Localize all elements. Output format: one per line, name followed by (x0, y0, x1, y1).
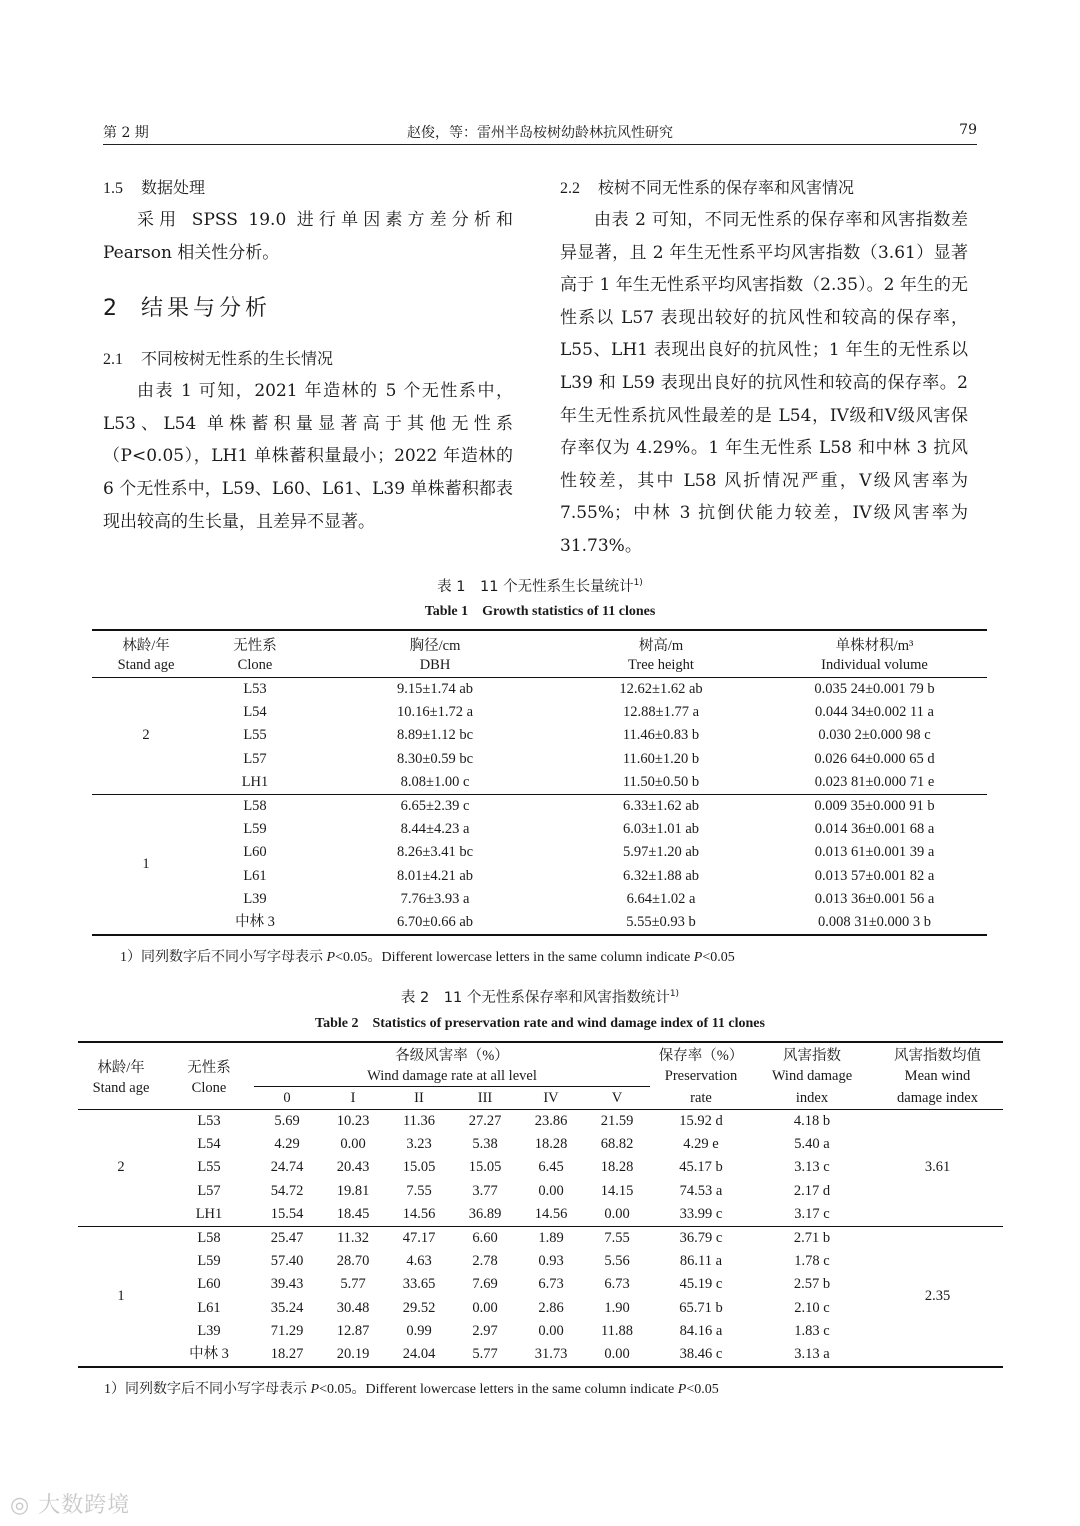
t2-cell: 23.86 (534, 1113, 568, 1130)
t2-cell: 2.97 (472, 1322, 498, 1339)
t1-cell: L39 (243, 890, 267, 907)
t2-cell: 7.69 (472, 1276, 498, 1293)
t1-cell: 0.035 24±0.001 79 b (814, 681, 935, 698)
t1-cell: 5.97±1.20 ab (622, 844, 700, 861)
t2-cell: 中林 3 (164, 1343, 254, 1367)
t1-cell: L59 (243, 821, 267, 838)
t2-cell: 18.45 (320, 1203, 386, 1227)
t2-head-wdi-en1: Wind damage (771, 1068, 853, 1085)
t2-cell: 31.73 (518, 1343, 584, 1367)
t2-head-mean-en2: damage index (872, 1087, 1003, 1110)
t2-cell: 36.89 (452, 1203, 518, 1227)
t1-cell: 0.013 61±0.001 39 a (814, 844, 935, 861)
t1-cell: 8.89±1.12 bc (396, 727, 474, 744)
t2-level-0: 0 (254, 1087, 320, 1110)
t2-cell: 14.56 (518, 1203, 584, 1227)
t1-body (92, 678, 987, 936)
t2-cell: 0.00 (538, 1322, 564, 1339)
t1-cell: 0.008 31±0.000 3 b (762, 911, 987, 935)
t2-head-pres-en2: rate (650, 1087, 752, 1110)
t2-cell: 2.17 d (793, 1182, 831, 1199)
t2-cell: 7.55 (604, 1230, 630, 1247)
t2-cell: 33.65 (402, 1276, 436, 1293)
t1-cell: 8.08±1.00 c (310, 771, 560, 795)
t1-cell: L54 (243, 704, 267, 721)
t2-cell: 12.87 (336, 1322, 370, 1339)
t1-cell: 11.60±1.20 b (622, 750, 700, 767)
t1-cell: 0.013 36±0.001 56 a (814, 890, 935, 907)
t2-level-3: III (452, 1087, 518, 1110)
table-row (92, 911, 987, 935)
t2-head-pres-zh: 保存率（%） (650, 1042, 752, 1066)
t2-cell: 0.00 (584, 1343, 650, 1367)
t2-cell: 5.40 a (794, 1136, 830, 1153)
table-row (78, 1110, 1003, 1134)
t1-cell: 6.03±1.01 ab (622, 821, 700, 838)
t2-cell: L59 (197, 1253, 221, 1270)
t2-cell: 2.71 b (793, 1230, 831, 1247)
t2-head-wdi-zh: 风害指数 (752, 1042, 872, 1066)
t2-cell: 18.27 (254, 1343, 320, 1367)
left-column (103, 172, 513, 538)
t1-cell: 12.88±1.77 a (622, 704, 700, 721)
t2-cell: 71.29 (270, 1322, 304, 1339)
t1-cell: 12.62±1.62 ab (619, 681, 703, 698)
t2-age-cell: 2 (78, 1110, 164, 1227)
t2-level-1: I (320, 1087, 386, 1110)
table-row (78, 1343, 1003, 1367)
t1-cell: 11.50±0.50 b (560, 771, 762, 795)
t1-cell: 8.26±3.41 bc (396, 844, 474, 861)
t2-cell: 4.29 e (683, 1136, 719, 1153)
t2-head-mean-zh: 风害指数均值 (872, 1042, 1003, 1066)
t2-head-age: 林龄/年 Stand age (78, 1042, 164, 1110)
t2-mean-cell: 3.61 (872, 1110, 1003, 1227)
table2 (78, 1041, 1003, 1368)
t1-cell: 6.33±1.62 ab (622, 798, 700, 815)
t1-head-dbh: 胸径/cm DBH (310, 630, 560, 678)
table-row (92, 748, 987, 771)
t2-cell: 3.77 (472, 1182, 498, 1199)
t1-cell: 8.01±4.21 ab (396, 867, 474, 884)
table-row (92, 701, 987, 724)
t2-cell: 18.28 (534, 1136, 568, 1153)
table-row (78, 1226, 1003, 1250)
t1-cell: 6.64±1.02 a (626, 890, 696, 907)
t2-cell: 15.92 d (679, 1113, 723, 1130)
t2-head-wdi-en2: index (752, 1087, 872, 1110)
t1-cell: LH1 (200, 771, 310, 795)
t1-cell: L55 (243, 727, 267, 744)
t2-cell: 86.11 a (679, 1253, 723, 1270)
t1-cell: 0.026 64±0.000 65 d (814, 750, 935, 767)
t2-mean-cell: 2.35 (872, 1226, 1003, 1367)
t2-cell: L55 (197, 1159, 221, 1176)
t1-cell: 7.76±3.93 a (400, 890, 470, 907)
t2-cell: 21.59 (600, 1113, 634, 1130)
t2-cell: 1.90 (604, 1299, 630, 1316)
t2-cell: 38.46 c (650, 1343, 752, 1367)
table2-caption-zh: 表 2 11 个无性系保存率和风害指数统计$^{1)}$ (400, 989, 680, 1006)
t2-cell: 6.45 (538, 1159, 564, 1176)
t1-cell: 9.15±1.74 ab (396, 681, 474, 698)
t2-cell: 28.70 (336, 1253, 370, 1270)
watermark-logo-icon: ◎ (10, 1493, 31, 1518)
t1-head-age: 林龄/年 Stand age (92, 630, 200, 678)
t2-cell: 6.73 (538, 1276, 564, 1293)
t2-cell: L54 (197, 1136, 221, 1153)
page-number: 79 (959, 122, 977, 138)
table-row (92, 818, 987, 841)
t2-cell: 5.77 (452, 1343, 518, 1367)
t2-cell: 45.17 b (679, 1159, 723, 1176)
t1-cell: 11.46±0.83 b (622, 727, 700, 744)
table-row (78, 1180, 1003, 1203)
t2-cell: 54.72 (270, 1182, 304, 1199)
t2-cell: 11.88 (600, 1322, 634, 1339)
t2-cell: L39 (197, 1322, 221, 1339)
section-1-5-heading: 1.5 数据处理 (103, 178, 206, 197)
t2-cell: 1.78 c (794, 1253, 830, 1270)
table-row (92, 794, 987, 818)
table-row (78, 1273, 1003, 1296)
table-row (92, 888, 987, 911)
t2-cell: 5.69 (274, 1113, 300, 1130)
t2-cell: 1.83 c (794, 1322, 830, 1339)
t2-level-2: II (386, 1087, 452, 1110)
section-2-2-text: 由表 2 可知，不同无性系的保存率和风害指数差异显著，且 2 年生无性系平均风害指数（3.61）显著高于 1 年生无性系平均风害指数（2.35）。2 年生的无性系以 L57 表现出较好的抗风性和较高的保存率，L55、LH1 表现出良好的抗风性；1 年生的无性系以 L39 和 L59 表现出良好的抗风性和较高的保存率。2 年生无性系抗风性最差的是 L54，IV级和V级风害保存率仅为 4.29%。1 年生无性系 L58 和中林 3 抗风性较差，其中 L58 风折情况严重，V级风害率为 7.55%；中林 3 抗倒伏能力较差，IV级风害率为 31.73%。 (560, 210, 968, 556)
t2-cell: 18.28 (600, 1159, 634, 1176)
table1-caption-zh: 表 1 11 个无性系生长量统计$^{1)}$ (437, 578, 643, 595)
t2-cell: 84.16 a (679, 1322, 723, 1339)
t2-cell: 2.10 c (794, 1299, 830, 1316)
table-row (92, 771, 987, 795)
t1-cell: L61 (243, 867, 267, 884)
table-row (78, 1133, 1003, 1156)
t2-cell: 2.57 b (793, 1276, 831, 1293)
t1-cell: 0.009 35±0.000 91 b (814, 798, 935, 815)
t1-cell: 0.030 2±0.000 98 c (818, 727, 931, 744)
t2-cell: 68.82 (600, 1136, 634, 1153)
t1-age-cell: 2 (92, 678, 200, 795)
t2-cell: 15.54 (254, 1203, 320, 1227)
table2-caption-en: Table 2 Statistics of preservation rate and wind damage index of 11 clones (315, 1016, 765, 1031)
t2-cell: 47.17 (402, 1230, 436, 1247)
table-row (78, 1203, 1003, 1227)
t2-cell: L53 (197, 1113, 221, 1130)
t2-cell: 27.27 (468, 1113, 502, 1130)
table1-caption-en: Table 1 Growth statistics of 11 clones (424, 604, 656, 619)
t2-cell: 5.38 (472, 1136, 498, 1153)
t1-cell: 中林 3 (200, 911, 310, 935)
right-column (560, 172, 968, 563)
t1-cell: 0.014 36±0.001 68 a (814, 821, 935, 838)
t2-cell: LH1 (164, 1203, 254, 1227)
t2-head-rate-zh: 各级风害率（%） (254, 1042, 650, 1066)
section-2-1-text: 由表 1 可知，2021 年造林的 5 个无性系中，L53、L54 单株蓄积量显著高于其他无性系（P<0.05），LH1 单株蓄积量最小；2022 年造林的 6 个无性系中，L59、L60、L61、L39 单株蓄积都表现出较高的生长量，且差异不显著。 (103, 381, 513, 532)
t2-cell: 1.89 (538, 1230, 564, 1247)
t1-cell: 6.65±2.39 c (400, 798, 470, 815)
t2-cell: 3.23 (406, 1136, 432, 1153)
t2-cell: 29.52 (402, 1299, 436, 1316)
section-2-2-heading: 2.2 桉树不同无性系的保存率和风害情况 (560, 178, 855, 197)
t2-cell: 3.13 a (752, 1343, 872, 1367)
t1-cell: L60 (243, 844, 267, 861)
t2-cell: 24.04 (386, 1343, 452, 1367)
t1-cell: 0.013 57±0.001 82 a (814, 867, 935, 884)
t2-cell: 24.74 (270, 1159, 304, 1176)
table-row (78, 1250, 1003, 1273)
t2-cell: 6.73 (604, 1276, 630, 1293)
t2-body (78, 1110, 1003, 1368)
t2-cell: 2.78 (472, 1253, 498, 1270)
t2-cell: 0.00 (472, 1299, 498, 1316)
t2-cell: 6.60 (472, 1230, 498, 1247)
t2-cell: 74.53 a (679, 1182, 723, 1199)
t2-cell: 15.05 (402, 1159, 436, 1176)
t1-cell: 6.70±0.66 ab (310, 911, 560, 935)
t2-cell: 14.56 (386, 1203, 452, 1227)
t2-cell: 4.63 (406, 1253, 432, 1270)
t2-cell: 20.43 (336, 1159, 370, 1176)
t2-cell: 57.40 (270, 1253, 304, 1270)
t1-cell: L53 (243, 681, 267, 698)
t2-cell: L60 (197, 1276, 221, 1293)
t2-cell: 5.77 (340, 1276, 366, 1293)
table1 (92, 629, 987, 936)
table-row (92, 841, 987, 864)
t2-cell: 3.17 c (752, 1203, 872, 1227)
t2-cell: L58 (197, 1230, 221, 1247)
t2-cell: L61 (197, 1299, 221, 1316)
t2-cell: 4.29 (274, 1136, 300, 1153)
issue-number: 第 2 期 (103, 125, 149, 141)
t1-cell: 0.023 81±0.000 71 e (762, 771, 987, 795)
t1-head-volume: 单株材积/m³ Individual volume (762, 630, 987, 678)
t2-cell: 11.36 (402, 1113, 436, 1130)
t2-cell: 25.47 (270, 1230, 304, 1247)
table-row (92, 724, 987, 747)
t1-cell: 6.32±1.88 ab (622, 867, 700, 884)
t2-head-pres-en1: Preservation (664, 1068, 738, 1085)
t2-age-cell: 1 (78, 1226, 164, 1367)
t1-cell: 10.16±1.72 a (396, 704, 474, 721)
t1-cell: 8.30±0.59 bc (396, 750, 474, 767)
t2-cell: 10.23 (336, 1113, 370, 1130)
t1-head-height: 树高/m Tree height (560, 630, 762, 678)
t2-head-rate-en: Wind damage rate at all level (254, 1066, 650, 1087)
t2-cell: 19.81 (336, 1182, 370, 1199)
t2-cell: 35.24 (270, 1299, 304, 1316)
t2-cell: 7.55 (406, 1182, 432, 1199)
t2-cell: 0.00 (340, 1136, 366, 1153)
t2-cell: 0.00 (584, 1203, 650, 1227)
t2-cell: 14.15 (600, 1182, 634, 1199)
watermark: ◎ 大数跨境 (10, 1493, 131, 1518)
t1-age-cell: 1 (92, 794, 200, 935)
table-row (92, 678, 987, 702)
table-row (92, 865, 987, 888)
t2-cell: 11.32 (336, 1230, 370, 1247)
table-row (78, 1297, 1003, 1320)
t1-cell: 5.55±0.93 b (560, 911, 762, 935)
t2-cell: 36.79 c (679, 1230, 723, 1247)
t2-cell: 30.48 (336, 1299, 370, 1316)
t2-cell: 20.19 (320, 1343, 386, 1367)
t2-cell: 0.99 (406, 1322, 432, 1339)
t2-cell: 0.93 (538, 1253, 564, 1270)
running-title: 赵俊，等：雷州半岛桉树幼龄林抗风性研究 (407, 125, 673, 141)
t2-cell: 2.86 (538, 1299, 564, 1316)
t2-cell: 5.56 (604, 1253, 630, 1270)
t1-cell: L57 (243, 750, 267, 767)
t1-cell: 8.44±4.23 a (400, 821, 470, 838)
t1-cell: 0.044 34±0.002 11 a (815, 704, 934, 721)
t2-cell: 3.13 c (794, 1159, 830, 1176)
t2-cell: 0.00 (538, 1182, 564, 1199)
table1-footnote: 1）同列数字后不同小写字母表示 P<0.05。Different lowercase letters in the same column indicate P<0.05 (120, 950, 735, 965)
t1-cell: L58 (243, 798, 267, 815)
t2-head-mean-en1: Mean wind (904, 1068, 971, 1085)
t2-cell: 65.71 b (679, 1299, 723, 1316)
t2-level-4: IV (518, 1087, 584, 1110)
t2-cell: 45.19 c (679, 1276, 723, 1293)
t2-cell: 15.05 (468, 1159, 502, 1176)
t2-cell: L57 (197, 1182, 221, 1199)
table-row (78, 1320, 1003, 1343)
section-2-heading: 2 结果与分析 (103, 296, 272, 322)
t2-head-clone: 无性系 Clone (164, 1042, 254, 1110)
t2-cell: 39.43 (270, 1276, 304, 1293)
section-2-1-heading: 2.1 不同桉树无性系的生长情况 (103, 349, 334, 369)
section-1-5-text: 采用 SPSS 19.0 进行单因素方差分析和 Pearson 相关性分析。 (103, 210, 513, 263)
running-header (103, 120, 977, 145)
t2-cell: 4.18 b (793, 1113, 831, 1130)
table2-footnote: 1）同列数字后不同小写字母表示 P<0.05。Different lowercase letters in the same column indicate P<0.05 (104, 1382, 719, 1397)
t2-level-5: V (584, 1087, 650, 1110)
t2-cell: 33.99 c (650, 1203, 752, 1227)
table-row (78, 1156, 1003, 1179)
t1-head-clone: 无性系 Clone (200, 630, 310, 678)
